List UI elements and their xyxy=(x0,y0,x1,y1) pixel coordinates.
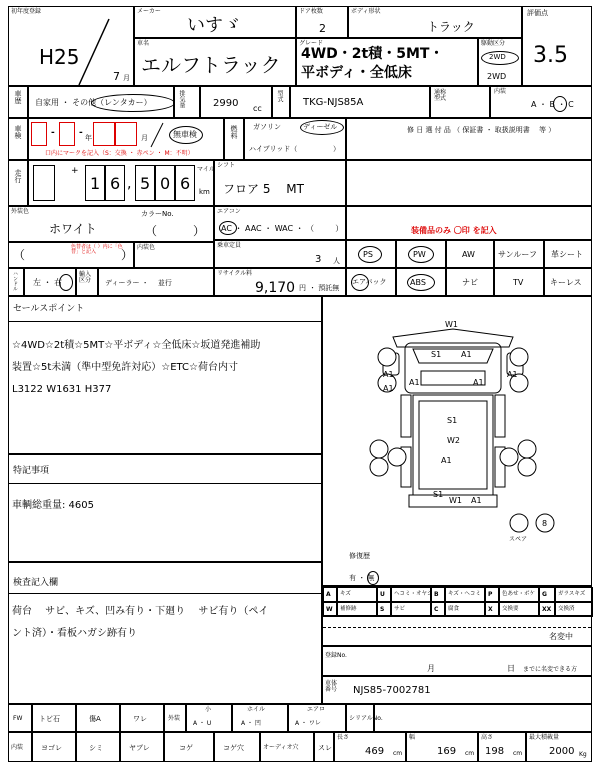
odo-digit-3: 6 xyxy=(110,174,121,193)
bottom-exterior-label-text: 外装 xyxy=(168,715,181,722)
legend-row1-val-text-2: キズ・ヘコミ xyxy=(448,591,481,597)
odo-digit-6: 6 xyxy=(180,174,191,193)
legend-row1-key-4 xyxy=(539,587,555,602)
fuel-hybrid: ハイブリッド（ xyxy=(249,145,298,153)
bottom-interior-label-text: 内装 xyxy=(11,744,24,751)
diag-label-a1-rear: A1 xyxy=(471,496,482,505)
inspect-line-1: 荷台 サビ、キズ、凹み有り・下廻り サビ有り（ペイ xyxy=(12,606,269,617)
handle-cell xyxy=(24,268,76,296)
fuel-gasoline: ガソリン xyxy=(253,123,281,131)
special-title: 特記事項 xyxy=(13,466,50,476)
bottom-interior-3 xyxy=(164,732,214,762)
unit-km: km xyxy=(199,188,210,196)
mileage-cell xyxy=(28,160,214,206)
odo-digit-box-5 xyxy=(155,165,175,201)
ac-cell xyxy=(214,206,346,240)
class-cell xyxy=(430,86,490,118)
legend-row1-key-text-0: A xyxy=(326,591,331,598)
dim-height-unit: cm xyxy=(513,750,523,757)
diag-label-a1-l1: A1 xyxy=(383,370,394,379)
model-value: TKG-NJS85A xyxy=(303,97,364,108)
legend-row2-key-0 xyxy=(323,602,337,617)
interior-abc: A ・ B ・ C xyxy=(531,100,574,109)
fuel-diesel-circle xyxy=(300,120,344,135)
dim-width-value: 169 xyxy=(437,746,457,757)
ac-label: エアコン xyxy=(217,208,241,215)
color-paren-open: （ xyxy=(13,248,26,262)
legend-row1-key-text-3: P xyxy=(488,591,493,598)
equip-tv-label: TV xyxy=(513,278,524,287)
auction-sheet xyxy=(8,6,592,762)
car-name-label: 車名 xyxy=(137,40,150,47)
insp-dash-2: - xyxy=(79,128,83,138)
bottom-exterior-label xyxy=(164,704,186,732)
bottom-aero-label: エアロ xyxy=(307,706,326,713)
bottom-interior-6 xyxy=(314,732,334,762)
odo-digit-box-2 xyxy=(85,165,105,201)
interior-b-circle xyxy=(553,96,567,112)
equip-airbag-label: エアバック xyxy=(352,278,387,286)
chassis-cell xyxy=(322,676,592,704)
insp-note: 口内にマークを記入（S：交換 ・ 赤ペン ・ M：不明） xyxy=(45,150,194,157)
bottom-interior-6-text: スレ xyxy=(318,744,332,752)
doors-label: ドア枚数 xyxy=(299,8,323,15)
drive-value: 2WD xyxy=(487,72,507,81)
insp-year-unit: 年 xyxy=(85,134,92,142)
sales-line-3: L3122 W1631 H377 xyxy=(12,384,112,395)
diag-label-a1-cab: A1 xyxy=(461,350,472,359)
change-until: までに名変できる方 xyxy=(523,666,578,673)
equip-aw xyxy=(446,240,494,268)
bottom-serial-text: シリアルNo. xyxy=(349,715,383,722)
history-label: 車歴 xyxy=(14,90,22,104)
disp-unit: cc xyxy=(253,104,262,113)
dim-load-unit: Kg xyxy=(579,751,587,758)
color-value: ホワイト xyxy=(49,222,97,236)
diag-label-a1-r1: A1 xyxy=(473,378,484,387)
bottom-interior-5 xyxy=(260,732,314,762)
diag-label-a1-l2: A1 xyxy=(409,378,420,387)
capacity-unit: 人 xyxy=(333,257,340,265)
legend-row1-val-text-4: ガラスキズ xyxy=(558,591,586,597)
doors-cell xyxy=(296,6,348,38)
drive-cell xyxy=(478,38,522,86)
disp-value: 2990 xyxy=(213,98,239,109)
grade-label: グレード xyxy=(299,40,324,47)
recycle-deposit: ・ 預託無 xyxy=(309,284,340,292)
shift-cell xyxy=(214,160,346,206)
legend-row2-val-1 xyxy=(391,602,431,617)
diag-label-w2: W2 xyxy=(447,436,460,445)
bottom-fw xyxy=(8,704,32,732)
bottom-interior-2-text: ヤブレ xyxy=(129,744,150,752)
bottom-aero-opts: A ・ ワレ xyxy=(295,720,321,727)
bottom-interior-4-text: コゲ穴 xyxy=(223,744,244,752)
sales-point-section xyxy=(8,296,322,454)
handle-label: ハンドル xyxy=(12,271,18,291)
import-label: 輸入区分 xyxy=(79,271,92,284)
legend-row1-key-text-2: B xyxy=(434,591,439,598)
bottom-serial-value xyxy=(374,704,592,732)
odo-digit-box-4 xyxy=(135,165,155,201)
grade-line-2: 平ボディ・全低床 xyxy=(301,65,412,81)
bottom-interior-1 xyxy=(76,732,120,762)
reg-month-unit: 月 xyxy=(123,74,130,82)
diag-label-w1-top: W1 xyxy=(445,320,458,329)
sales-line-2: 装置☆5t未満（準中型免許対応）☆ETC☆荷台内寸 xyxy=(12,362,239,373)
legend-row2-val-0 xyxy=(337,602,377,617)
score-value: 3.5 xyxy=(533,43,568,68)
body-type-cell xyxy=(348,6,522,38)
special-notes-section xyxy=(8,454,322,562)
bottom-kizu-a xyxy=(76,704,120,732)
name-change-label: 名変中 xyxy=(549,632,573,641)
insp-dash-1: - xyxy=(51,128,55,138)
vehicle-diagram-section xyxy=(322,296,592,586)
dim-load xyxy=(526,732,592,762)
diag-label-a1-bed: A1 xyxy=(441,456,452,465)
ac-value: AC ・ AAC ・ WAC ・ （ ） xyxy=(221,224,344,233)
body-label: ボディ形状 xyxy=(351,8,381,15)
dim-load-label: 最大積載量 xyxy=(529,734,560,741)
bottom-small xyxy=(186,704,232,732)
dim-length-unit: cm xyxy=(393,750,403,757)
capacity-value: 3 xyxy=(315,254,322,265)
car-name-value: エルフトラック xyxy=(141,53,281,77)
legend-row2-key-text-0: W xyxy=(326,606,333,613)
chassis-label: 車体番号 xyxy=(325,680,338,693)
legend-row2-key-4 xyxy=(539,602,555,617)
repair-none-circle xyxy=(367,571,379,585)
legend-row1-val-0 xyxy=(337,587,377,602)
diag-label-8: 8 xyxy=(542,519,548,528)
legend-row2-key-text-4: XX xyxy=(542,606,552,613)
diag-label-w1-rear: W1 xyxy=(449,496,462,505)
equip-pw xyxy=(396,240,446,268)
mileage-label-cell xyxy=(8,160,28,206)
drive-label: 駆動区分 xyxy=(481,40,506,47)
fuel-cell xyxy=(244,118,346,160)
color-no-open: （ xyxy=(145,224,158,238)
bottom-aero xyxy=(288,704,346,732)
docs-value: 修 日 選 付 品 （ 保証書 ・ 取扱説明書 等 ） xyxy=(407,126,556,134)
model-cell xyxy=(290,86,430,118)
legend-row2-val-text-4: 交換済 xyxy=(558,606,575,612)
bottom-row-exterior xyxy=(8,704,592,732)
legend-row2-key-text-1: S xyxy=(380,606,385,613)
dim-length-value: 469 xyxy=(365,746,385,757)
body-value: トラック xyxy=(427,20,475,34)
diag-label-a1-r2: A1 xyxy=(507,370,518,379)
fuel-diesel: ディーゼル xyxy=(303,123,338,131)
interior-label: 内装 xyxy=(494,88,507,95)
score-cell xyxy=(522,6,592,86)
legend-row2-val-4 xyxy=(555,602,593,617)
dim-width xyxy=(406,732,478,762)
fuel-hybrid-close: ） xyxy=(333,145,340,153)
legend-row1-val-text-3: 色あせ・ボケ xyxy=(502,591,536,597)
docs-extra-cell xyxy=(346,160,592,206)
bottom-small-opts: A ・ U xyxy=(193,720,212,727)
special-line-1: 車輌総重量: 4605 xyxy=(12,500,94,511)
legend-row1-key-1 xyxy=(377,587,391,602)
equip-ps-label: PS xyxy=(363,250,373,259)
equip-navi xyxy=(446,268,494,296)
usage-circle-mark xyxy=(91,94,175,112)
disp-label-cell xyxy=(174,86,200,118)
unit-mile: マイル xyxy=(197,166,215,173)
usage-value: 自家用 ・ その他（レンタカー） xyxy=(35,98,152,107)
import-value: ディーラー ・ 並行 xyxy=(105,279,172,287)
mileage-label: 走行 xyxy=(14,169,22,183)
bottom-tobiishi xyxy=(32,704,76,732)
dim-load-value: 2000 xyxy=(549,746,575,757)
bottom-interior-0-text: ヨゴレ xyxy=(41,744,62,752)
color-cell xyxy=(8,206,214,242)
inspect-line-2: ント済）・看板ハガシ跡有り xyxy=(12,628,137,639)
odo-digit-box-6 xyxy=(175,165,195,201)
diag-label-s1-cab: S1 xyxy=(431,350,442,359)
sales-title: セールスポイント xyxy=(13,304,85,314)
diag-label-s1-bed: S1 xyxy=(447,416,458,425)
legend-row1-key-0 xyxy=(323,587,337,602)
bottom-small-label: 小 xyxy=(205,706,212,713)
change-month: 月 xyxy=(427,664,435,673)
color-change-cell xyxy=(8,242,134,268)
equip-airbag xyxy=(346,268,396,296)
bottom-fw-text: FW xyxy=(13,715,23,722)
bottom-interior-4 xyxy=(214,732,260,762)
legend-row2-key-1 xyxy=(377,602,391,617)
car-name-cell xyxy=(134,38,296,86)
equip-navi-label: ナビ xyxy=(462,278,478,287)
bottom-kizu-a-text: 傷A xyxy=(89,715,101,723)
odo-digit-box-1 xyxy=(33,165,55,201)
dim-height-value: 198 xyxy=(485,746,505,757)
inspection-cell xyxy=(28,118,224,160)
doors-value: 2 xyxy=(319,22,326,35)
sales-line-1: ☆4WD☆2t積☆5MT☆平ボディ☆全低床☆坂道発進補助 xyxy=(12,340,261,351)
dim-width-unit: cm xyxy=(465,750,475,757)
legend-row1-val-3 xyxy=(499,587,539,602)
equip-leather xyxy=(544,240,592,268)
equip-pw-label: PW xyxy=(413,250,426,259)
equip-abs-label: ABS xyxy=(410,278,426,287)
reg-no-label: 登録No. xyxy=(325,652,347,659)
bottom-serial xyxy=(346,704,383,732)
dim-length-label: 長さ xyxy=(337,734,350,741)
equip-airbag-circle xyxy=(351,274,369,291)
legend-row2-key-text-3: X xyxy=(488,606,493,613)
history-label-cell xyxy=(8,86,28,118)
legend-row1-key-2 xyxy=(431,587,445,602)
bottom-row-interior xyxy=(8,732,592,762)
legend-row2-key-text-2: C xyxy=(434,606,439,613)
repair-value: 有 ・ 無 xyxy=(349,574,375,582)
capacity-cell xyxy=(214,240,346,268)
equip-aw-label: AW xyxy=(462,250,475,259)
insp-none-circle xyxy=(169,126,203,144)
legend-row1-val-4 xyxy=(555,587,593,602)
color-no-close: ） xyxy=(193,224,206,238)
legend-row2-key-3 xyxy=(485,602,499,617)
grade-line-1: 4WD・2t積・5MT・ xyxy=(301,46,444,62)
maker-cell xyxy=(134,6,296,38)
recycle-unit: 円 xyxy=(299,284,306,292)
handle-value: 左 ・ 右 xyxy=(33,278,63,287)
odo-digit-5: 0 xyxy=(160,174,171,193)
bottom-ware-text: ワレ xyxy=(133,715,147,723)
legend-row1-key-text-4: G xyxy=(542,591,547,598)
bottom-wheel xyxy=(232,704,288,732)
equip-abs-circle xyxy=(407,274,435,291)
inspection-notes-section xyxy=(8,562,322,704)
interior-color-label: 内装色 xyxy=(137,244,156,251)
disp-cell xyxy=(200,86,272,118)
equip-sunroof xyxy=(494,240,544,268)
color-no-label: カラーNo. xyxy=(141,210,174,218)
dim-width-label: 幅 xyxy=(409,734,416,741)
model-label-cell xyxy=(272,86,290,118)
equip-tv xyxy=(494,268,544,296)
equip-leather-label: 革シート xyxy=(551,250,583,259)
interior-color-cell xyxy=(134,242,214,268)
legend-row2-val-2 xyxy=(445,602,485,617)
maker-value: いすゞ xyxy=(187,15,241,36)
legend-grid xyxy=(323,587,593,617)
legend-row1-val-text-0: キズ xyxy=(340,591,351,597)
odo-digit-box-3 xyxy=(105,165,125,201)
diag-label-spare: スペア xyxy=(509,536,528,543)
legend-row2-val-text-0: 補修跡 xyxy=(340,606,357,612)
recycle-label: リサイクル料 xyxy=(217,270,253,277)
equipment-title: 装備品のみ 〇印 を記入 xyxy=(411,226,497,235)
first-registration-cell xyxy=(8,6,134,86)
score-label: 評価点 xyxy=(527,9,548,17)
diag-label-s1-rear: S1 xyxy=(433,490,444,499)
grade-cell xyxy=(296,38,478,86)
legend-row2-val-text-3: 交換要 xyxy=(502,606,519,612)
maker-label: メーカー xyxy=(137,8,161,15)
bottom-interior-2 xyxy=(120,732,164,762)
interior-grade-cell xyxy=(490,86,592,118)
chassis-value: NJS85-7002781 xyxy=(353,685,431,696)
legend-section xyxy=(322,586,592,616)
bottom-interior-3-text: コゲ xyxy=(179,744,193,752)
insp-none: 無車検 xyxy=(173,130,197,139)
registration-cell xyxy=(322,646,592,676)
import-label-cell xyxy=(76,268,98,296)
truck-diagram xyxy=(323,297,593,587)
color-label: 外装色 xyxy=(11,208,30,215)
usage-cell xyxy=(28,86,174,118)
bottom-tobiishi-text: トビ石 xyxy=(39,715,60,723)
handle-right-circle xyxy=(59,274,73,291)
equip-pw-circle xyxy=(408,246,434,263)
bottom-wheel-opts: A ・ 凹 xyxy=(241,720,261,727)
bottom-interior-label xyxy=(8,732,32,762)
legend-row2-val-3 xyxy=(499,602,539,617)
dim-height-label: 高さ xyxy=(481,734,494,741)
docs-cell xyxy=(346,118,592,160)
equip-sunroof-label: サンルーフ xyxy=(498,250,537,259)
legend-row1-val-1 xyxy=(391,587,431,602)
equip-keyless-label: キーレス xyxy=(550,278,582,287)
legend-row2-val-text-2: 腐食 xyxy=(448,606,460,612)
equip-ps-circle xyxy=(358,246,382,263)
change-day: 日 xyxy=(507,664,515,673)
name-change-cell xyxy=(322,616,592,646)
dim-height xyxy=(478,732,526,762)
legend-row1-val-2 xyxy=(445,587,485,602)
shift-label: シフト xyxy=(217,162,236,169)
fuel-label: 燃料 xyxy=(230,125,238,139)
legend-row1-key-3 xyxy=(485,587,499,602)
first-reg-label: 初年度登録 xyxy=(11,8,42,15)
odo-digit-4: 5 xyxy=(140,174,151,193)
odo-mark: + xyxy=(71,166,79,176)
bottom-wheel-label: ホイル xyxy=(247,706,266,713)
bottom-ware xyxy=(120,704,164,732)
model-label: 型式 xyxy=(276,90,283,102)
dim-length xyxy=(334,732,406,762)
inspection-label: 車検 xyxy=(14,125,22,139)
repair-label: 修復歴 xyxy=(349,552,370,560)
disp-label: 排気量 xyxy=(178,90,185,108)
import-cell xyxy=(98,268,214,296)
equip-keyless xyxy=(544,268,592,296)
bottom-interior-0 xyxy=(32,732,76,762)
bottom-interior-1-text: シミ xyxy=(89,744,103,752)
equip-abs xyxy=(396,268,446,296)
color-paren-close: ） xyxy=(121,248,134,262)
recycle-cell xyxy=(214,268,346,296)
legend-row2-key-2 xyxy=(431,602,445,617)
fuel-label-cell xyxy=(224,118,244,160)
inspection-label-cell xyxy=(8,118,28,160)
bottom-interior-5-text: オーディオ穴 xyxy=(263,744,299,751)
inspect-title: 検査記入欄 xyxy=(13,578,59,588)
equipment-title-cell xyxy=(346,206,592,240)
shift-value: フロア 5 MT xyxy=(223,182,304,196)
handle-label-cell xyxy=(8,268,24,296)
ac-circle xyxy=(219,221,237,235)
odo-sep: , xyxy=(127,176,132,192)
odo-digit-2: 1 xyxy=(90,174,101,193)
color-change-note: 色替者は（ ）内に「色替」と記入 xyxy=(71,244,123,255)
diag-label-a1-l3: A1 xyxy=(383,384,394,393)
legend-row2-val-text-1: サビ xyxy=(394,606,406,612)
legend-row1-key-text-1: U xyxy=(380,591,385,598)
class-label: 通称型式 xyxy=(434,89,447,102)
drive-circle-text: 2WD xyxy=(489,53,506,61)
reg-year: H25 xyxy=(39,45,80,69)
capacity-label: 乗車定員 xyxy=(217,242,242,249)
reg-month: 7 xyxy=(113,70,120,83)
legend-row1-val-text-1: ヘコミ・オヤシ xyxy=(394,591,433,597)
insp-month-unit: 月 xyxy=(141,134,148,142)
equip-ps xyxy=(346,240,396,268)
recycle-value: 9,170 xyxy=(255,280,296,296)
